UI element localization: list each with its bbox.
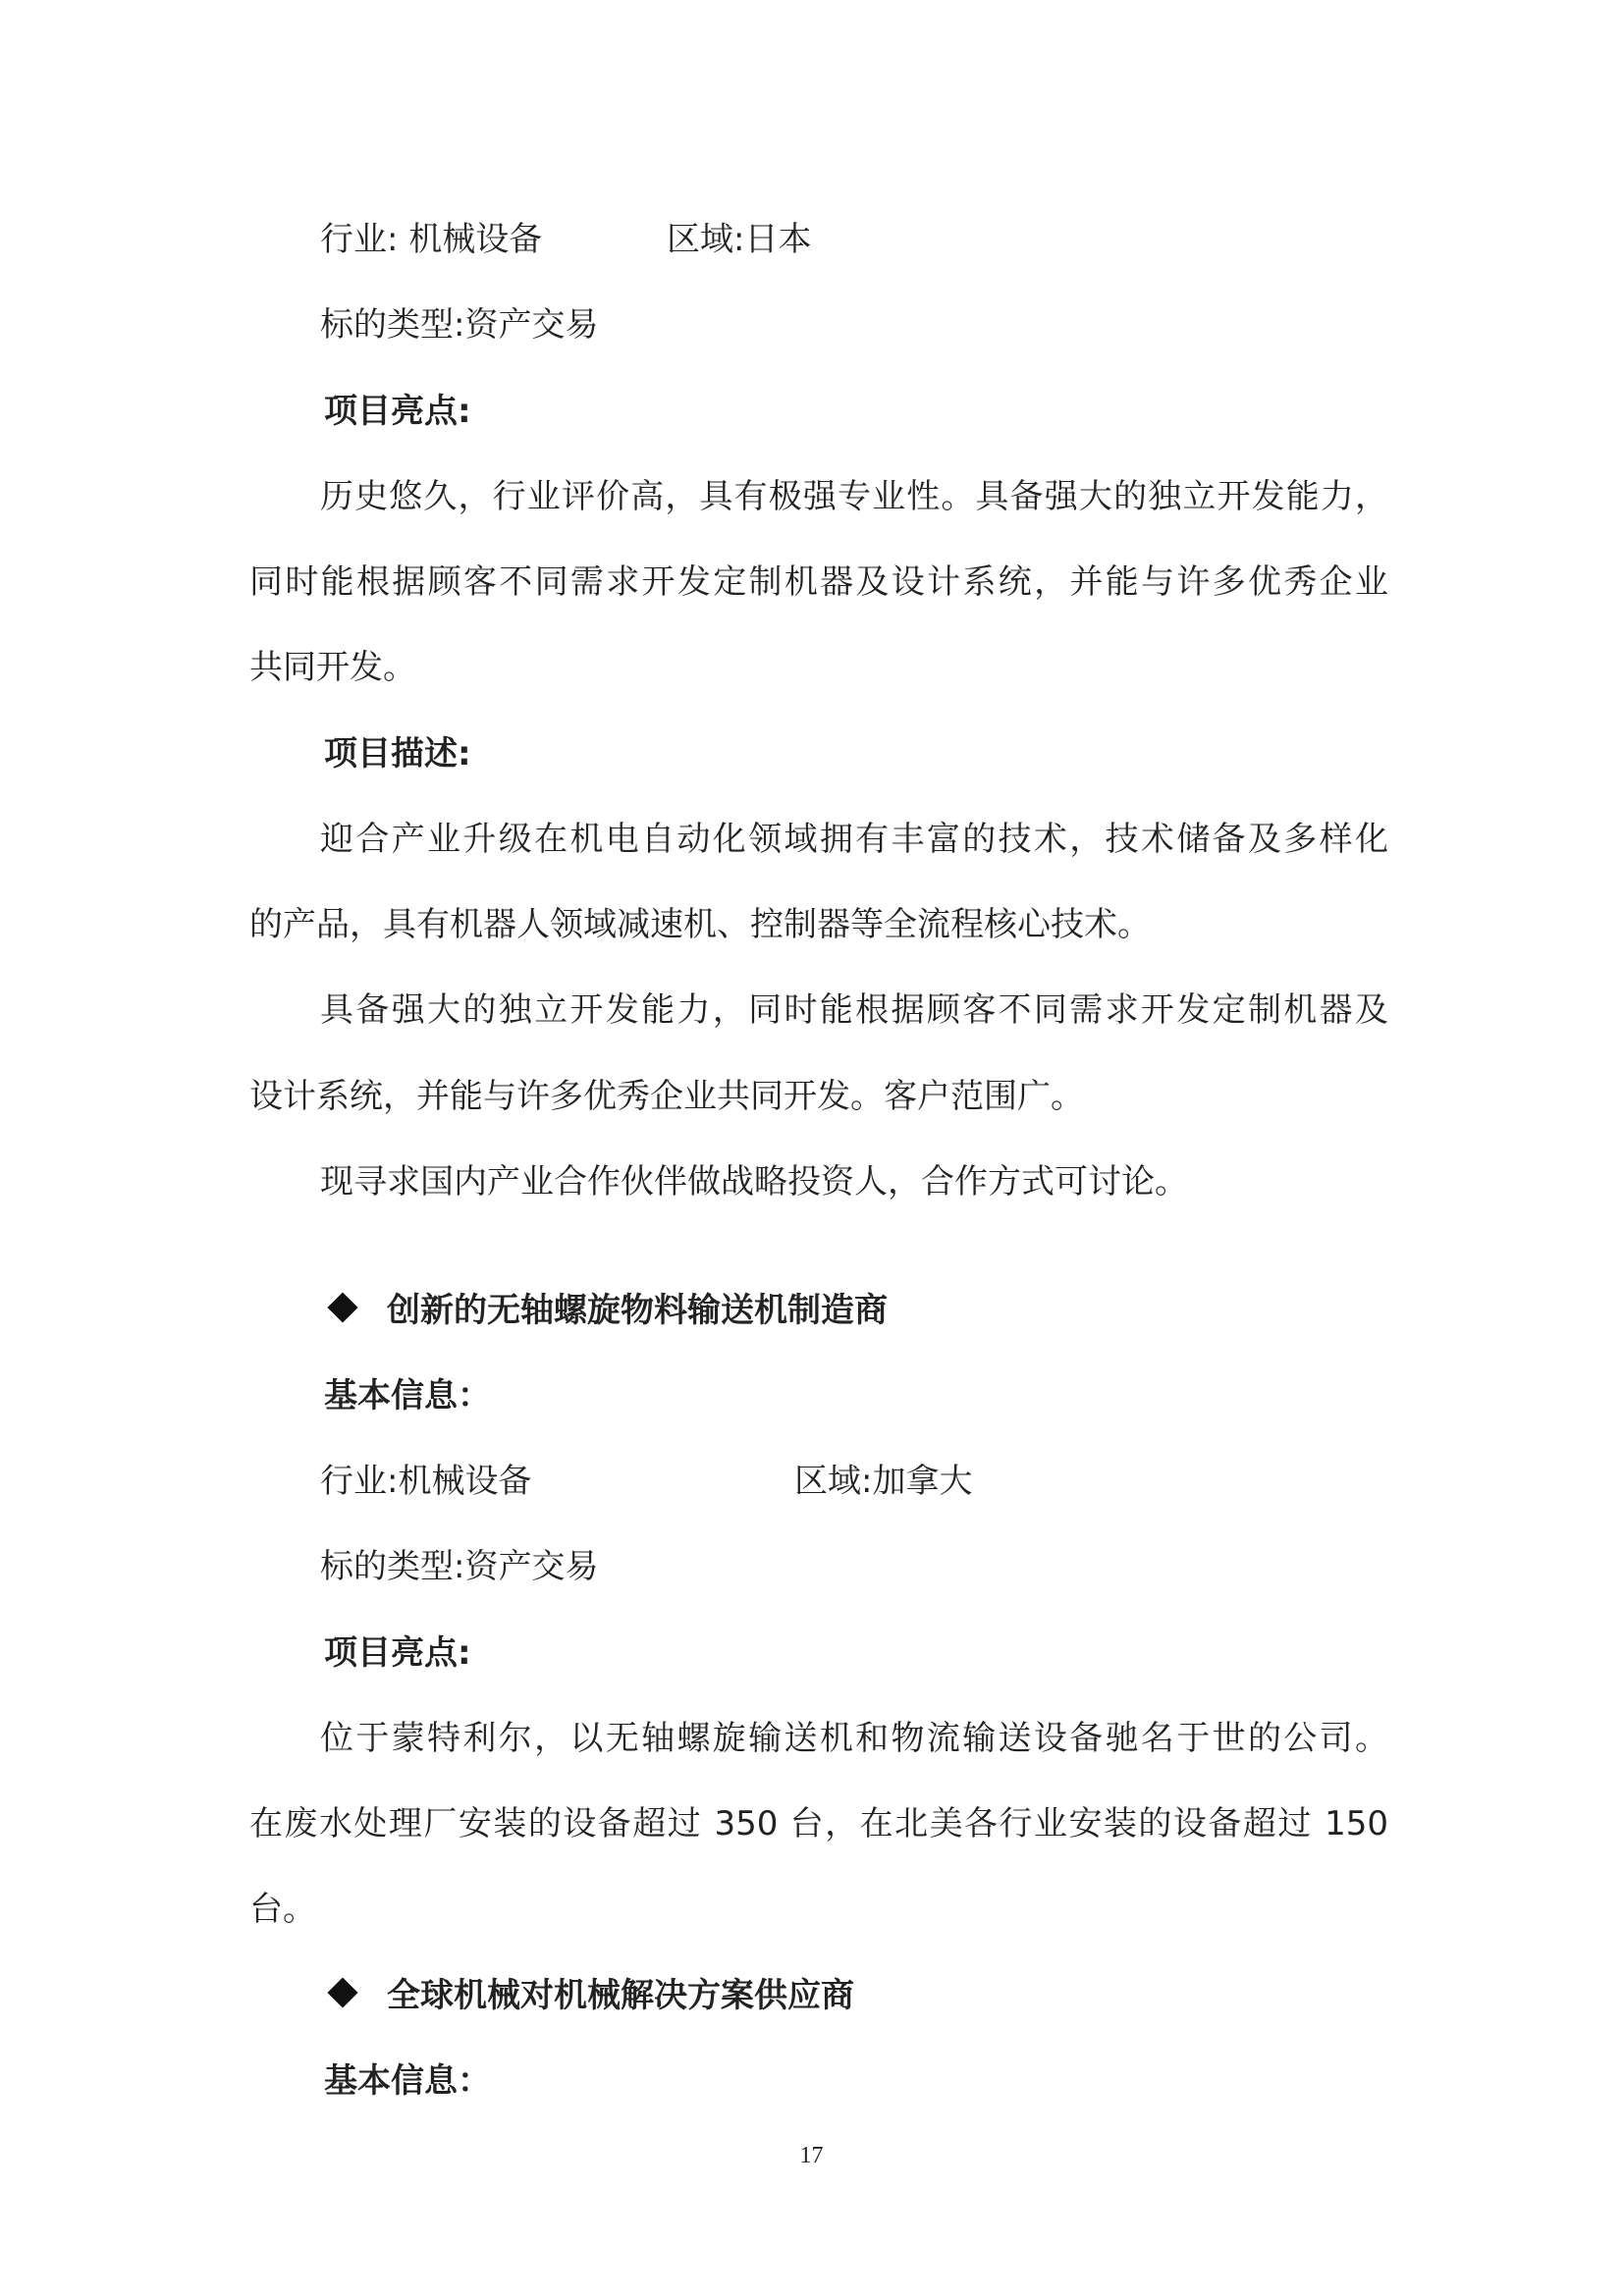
section-title: 创新的无轴螺旋物料输送机制造商 <box>387 1291 888 1330</box>
description-paragraph-line: 迎合产业升级在机电自动化领域拥有丰富的技术，技术储备及多样化 <box>320 820 1388 859</box>
diamond-bullet-icon <box>327 1292 357 1322</box>
target-type-line: 标的类型:资产交易 <box>320 305 599 345</box>
description-paragraph-line: 现寻求国内产业合作伙伴做战略投资人，合作方式可讨论。 <box>320 1162 1188 1201</box>
target-type-line: 标的类型:资产交易 <box>320 1547 599 1586</box>
basic-info-label: 基本信息： <box>324 2061 491 2101</box>
description-label: 项目描述: <box>324 734 471 774</box>
diamond-bullet-icon <box>327 1977 357 2007</box>
section-title: 全球机械对机械解决方案供应商 <box>387 1976 854 2015</box>
section-heading <box>332 1974 854 2017</box>
highlights-paragraph-line: 共同开发。 <box>249 648 416 687</box>
highlights-paragraph-line: 台。 <box>249 1890 316 1929</box>
highlights-paragraph-line: 同时能根据顾客不同需求开发定制机器及设计系统，并能与许多优秀企业 <box>249 562 1388 602</box>
industry-line: 行业:机械设备 <box>320 1462 532 1501</box>
page-number: 17 <box>799 2143 824 2168</box>
industry-line: 行业: 机械设备 <box>320 220 543 259</box>
region-line: 区域:日本 <box>667 220 812 259</box>
description-paragraph-line: 具备强大的独立开发能力，同时能根据顾客不同需求开发定制机器及 <box>320 990 1388 1030</box>
highlights-label: 项目亮点: <box>324 1633 471 1673</box>
description-paragraph-line: 的产品，具有机器人领域减速机、控制器等全流程核心技术。 <box>249 905 1151 944</box>
highlights-paragraph-line: 历史悠久，行业评价高，具有极强专业性。具备强大的独立开发能力， <box>320 477 1388 516</box>
basic-info-label: 基本信息： <box>324 1376 491 1415</box>
region-line: 区域:加拿大 <box>794 1462 973 1501</box>
highlights-paragraph-line: 位于蒙特利尔，以无轴螺旋输送机和物流输送设备驰名于世的公司。 <box>320 1719 1388 1758</box>
highlights-label: 项目亮点: <box>324 392 471 431</box>
highlights-paragraph-line: 在废水处理厂安装的设备超过 350 台，在北美各行业安装的设备超过 150 <box>249 1804 1388 1843</box>
description-paragraph-line: 设计系统，并能与许多优秀企业共同开发。客户范围广。 <box>249 1077 1084 1116</box>
section-heading <box>332 1289 888 1332</box>
